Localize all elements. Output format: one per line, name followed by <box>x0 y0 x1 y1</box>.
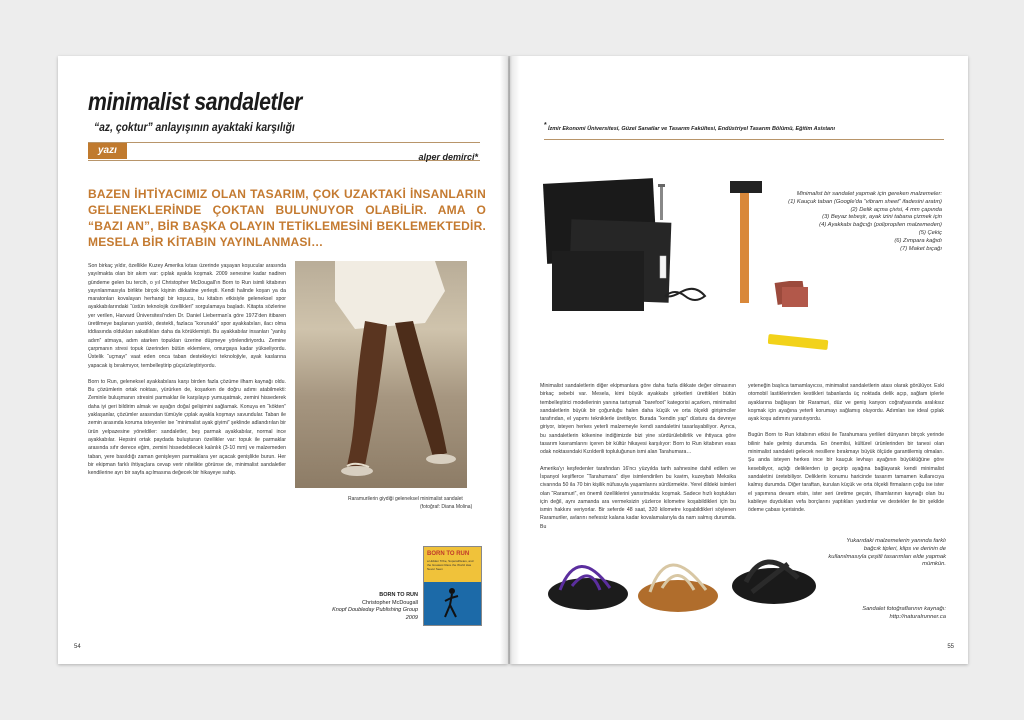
footnote-rule <box>544 139 944 140</box>
author-footnote: İzmir Ekonomi Üniversitesi, Güzel Sanatlar ve Tasarım Fakültesi, Endüstriyel Tasarım Bölümü, Eğitim Asistanı <box>548 126 836 132</box>
tools-list <box>782 191 942 253</box>
page-number: 54 <box>74 644 81 650</box>
left-page <box>58 56 508 664</box>
right-body-column-1 <box>540 382 736 539</box>
hammer-icon <box>730 181 762 303</box>
sandals-note: Yukarıdaki malzemelerin yanında farklı bağcık tipleri, klips ve derinin de kullanılmasıyla çeşitli tasarımları elde yapmak mümkün. <box>828 538 946 568</box>
book-reference <box>298 592 418 622</box>
photo-caption: Raramurilerin giydiği geleneksel minimalist sandalet <box>348 496 463 502</box>
sandpaper-knife-photo <box>768 281 848 353</box>
left-body-column <box>88 262 286 485</box>
tools-heading: Minimalist bir sandalet yapmak için gereken malzemeler: <box>796 191 942 197</box>
sandal-icon <box>548 566 628 610</box>
book-publisher: Knopf Doubleday Publishing Group <box>332 607 418 613</box>
tool-item: (7) Maket bıçağı <box>900 245 942 252</box>
article-title: minimalist sandaletler <box>88 88 302 116</box>
tool-item: (3) Beyaz tebeşir, ayak izini tabana çizmek için <box>822 214 942 221</box>
rubber-sheet-icon <box>543 178 671 311</box>
body-paragraph: Amerika'yı keşfedenler tarafından 16'ncı yüzyılda tarih sahnesine dahil edilen ve İspanyol keşiflerce “Tarahumara” diye isimlendirilen bu kavim, kuzeybatı Meksika civarında 50 ila 70 bin kişilik nüfusuyla yaşamlarını sürdürmekte. Yerel dildeki isimleri olan “Raramuri”, en önemli özelliklerini yansıtmakta: koşmak. Sadece hızlı koştukları için değil, aynı zamanda ara vermeksizin yüzlerce kilometre koşabildikleri için bu ismin hakkını veriyorlar. Bir seferde 48 saat, 320 kilometre koşabildikleri söylenen Raramuriler, avlarını nefessiz kalana kadar kovalamalarıyla da nam salmış durumda. Bu <box>540 465 736 530</box>
runner-legs-illustration <box>295 261 467 488</box>
article-subtitle: “az, çoktur” anlayışının ayaktaki karşılığı <box>94 122 295 134</box>
right-page <box>510 56 968 664</box>
right-body-column-2 <box>748 382 944 522</box>
tool-item: (5) Çekiç <box>918 229 942 236</box>
body-paragraph: Minimalist sandaletlerin diğer ekipmanlara göre daha fazla dikkate değer olmasının birkaç sebebi var. Mesela, kimi büyük ayakkabı şirketleri ürettikleri bütün tembelleştirici modellerinin yanına tartışmalı “barefoot” kategorisi açarken, minimalist sandaletlerin büyük bir çoğunluğu halen daha küçük ve orta ölçekli girişimciler tarafından, el yapımı tekniklerle üretiliyor. Burada “kendin yap” düsturu da devreye giriyor, isteyen herkes yeterli malzemeyle kendi sandaletini tasarlayabiliyor. Ayrıca, bu sandaletlerin kökenine indiğimizde bizi yine sürdürülebilirlik ve ihtiyaca göre tasarım kavramlarını içeren bir kültür hikayesi karşılıyor: Born to Run kitabının esas odak noktasındaki Kızılderili topluluğunun ismi alan Tarahumara… <box>540 383 736 456</box>
runner-silhouette-icon <box>442 587 462 621</box>
utility-knife-icon <box>768 334 828 350</box>
body-paragraph: Bugün Born to Run kitabının etkisi ile Tarahumara yerlileri dünyanın birçok yerinde bilinir hale gelmiş durumda. En önemlisi, kültürel ürünlerinden bir tanesi olan minimalist sandaleti gelecek nesillere bırakmayı büyük ölçüde garantilemiş olmaları. Şu anda isteyen herkes ince bir kauçuk levhayı ayağının büyüklüğüne göre kesebiliyor, açtığı deliklerden ip geçirip ayağına bağlayarak kendi minimalist sandaletini üretebiliyor. Deliklerin konumu haricinde tasarım tamamen kullanıcıya kalmış durumda. Diğer taraftan, kurulan küçük ve orta ölçekli firmaların çoğu ise ister el yapımına devam etsin, ister seri üretime geçsin, ilhamlarının kaynağı olan bu kabileye duydukları vefa borçlarını yaptıkları yardımlar ve destekler ile bir şekilde ödeme çabası içerisinde. <box>748 432 944 514</box>
book-heading: BORN TO RUN <box>379 592 418 598</box>
author-name: alper demirci* <box>418 152 478 162</box>
tool-item: (4) Ayakkabı bağcığı (polipropilen malzemeden) <box>819 222 942 229</box>
book-author: Christopher McDougall <box>362 599 418 606</box>
footnote-mark: * <box>544 122 547 129</box>
nail-icon <box>658 184 665 220</box>
book-cover-subtitle: a Hidden Tribe, Superathletes, and the Greatest Race the World Has Never Seen <box>427 559 474 571</box>
sandal-icon <box>732 562 816 604</box>
lead-paragraph: BAZEN İHTİYACIMIZ OLAN TASARIM, ÇOK UZAKTAKİ İNSANLARIN GELENEKLERİNDE ÇOKTAN BULUNUYOR OLABİLİR. AMA O “BAZI AN”, BİR BAŞKA OLAYIN TETİKLEMESİNİ BEKLEMEKTEDİR. MESELA BİR KİTABIN YAYINLANMASI… <box>88 187 486 249</box>
book-cover-title: BORN TO RUN <box>427 551 470 557</box>
sandals-source-label: Sandalet fotoğraflarının kaynağı: <box>862 606 946 612</box>
section-tag: yazı <box>88 143 127 159</box>
sandpaper-icon <box>775 281 808 307</box>
runner-photo <box>295 261 467 488</box>
chalk-icon <box>660 256 666 278</box>
sandals-photo <box>538 534 828 628</box>
tool-item: (6) Zımpara kağıdı <box>894 237 942 244</box>
shoelace-icon <box>665 289 705 300</box>
title-rule <box>88 142 480 143</box>
magazine-gutter <box>500 56 520 664</box>
book-year: 2009 <box>405 614 418 621</box>
tool-item: (1) Kauçuk taban (Google'da “vibram sheet” ifadesini aratın) <box>788 198 942 205</box>
body-paragraph: yeteneğin başlıca tamamlayıcısı, minimalist sandaletlerin atası olarak görülüyor. Eski otomobil lastiklerinden kestikleri tabanlarda üç noktada delik açıp, sağlam iplerle ayaklarına bağlayan bir Raramuri, düz ve geniş kanyon coğrafyasında aralıksız koşmak için ayağına yeterli korumayı sağlamış oluyordu. Adımları ise ideal çıplak ayak koşu adımını yansıtıyordu. <box>748 383 944 423</box>
sandal-icon <box>638 565 718 612</box>
page-number: 55 <box>947 644 954 650</box>
sandals-source <box>828 606 946 622</box>
body-paragraph: Son birkaç yıldır, özellikle Kuzey Amerika kıtası üzerinde yaşayan koşucular arasında yayılmakta olan bir akım var: çıplak ayakla koşmak. 2009 senesine kadar nadiren gündeme gelen bu tercih, o yıl Christopher McDougall'ın Born to Run isimli kitabının yayınlanmasıyla birlikte birçok kişinin dikkatine yerleşti. Kendi halinde koşan ya da maratonları kovalayan herhangi bir koşucu, bu kitabın etkisiyle geleneksel spor ayakkabılarındaki “üstün teknolojik özellikleri” sorgulamaya başladı. Kitapta sözlerine yer verilen, Harvard Üniversitesi'nden Dr. Daniel Lieberman'a göre 1972'den itibaren üretilmeye başlanan yastıklı, destekli, fazlaca “korunaklı” spor ayakkabıları, ilacı olma iddiasında oldukları sakatlıkları daha da körüklemişti. Bu ayakkabılar insanları “yanlış adım” atmaya, adım atarken topukları üzerine düşmeye yönlendiriyordu. Zemine çarpmanın stresi topuk üzerinden bütün eklemlere, omurgaya kadar yükseliyordu. Üstelik “uçmayı” vaat eden onca taban destekleyici teknolojiyle, ayak kaslarına yapacak iş bırakmıyor, tembelleştirip güçsüzleştiriyordu. <box>88 263 286 369</box>
book-cover <box>423 546 482 626</box>
sandals-source-link[interactable]: http://naturalrunner.ca <box>889 613 946 620</box>
photo-credit: (fotoğraf: Diana Molina) <box>420 504 473 510</box>
body-paragraph: Born to Run, geleneksel ayakkabılara karşı birden fazla çözüme ilham kaynağı oldu. Bu çözümlerin ortak noktası, yürürken de, koşarken de doğru adımı atabilmekti: Zeminle buluşmanın stresini parmaklar ile karşılayıp yumuşatmak, zemini hissederek daha iyi geri bildirim almak ve ayağın doğal gelişimini sağlamak. Konuya en “kökten” yaklaşanlar, çözümler arasından tümüyle çıplak ayakla koşmayı savundular. Taban ile zemin arasında koruma isteyenler ise “minimalist ayak giyimi” şeklinde adlandırılan bir ürün yelpazesine yöneldiler: sandaletler, beş parmak ayakkabılar, normal ince ayakkabılar. Hepsini ortak paydada buluşturan özellikler var: topuk ile parmaklar arasında sıfır derece eğim, zemini hissedebilecek kalınlık (3-10 mm) ve malzemeden taban, yere basıldığı zaman genişleyen parmaklara yer açacak genişlikte burun. Her bir ekipman farklı ihtiyaçlara cevap verir nitelikte görünse de, minimalist sandaletler kendilerine ayrı bir sayfa açılmasına değecek bir hikayeye sahip. <box>88 378 286 477</box>
tool-item: (2) Delik açma çivisi, 4 mm çapında <box>850 206 942 213</box>
